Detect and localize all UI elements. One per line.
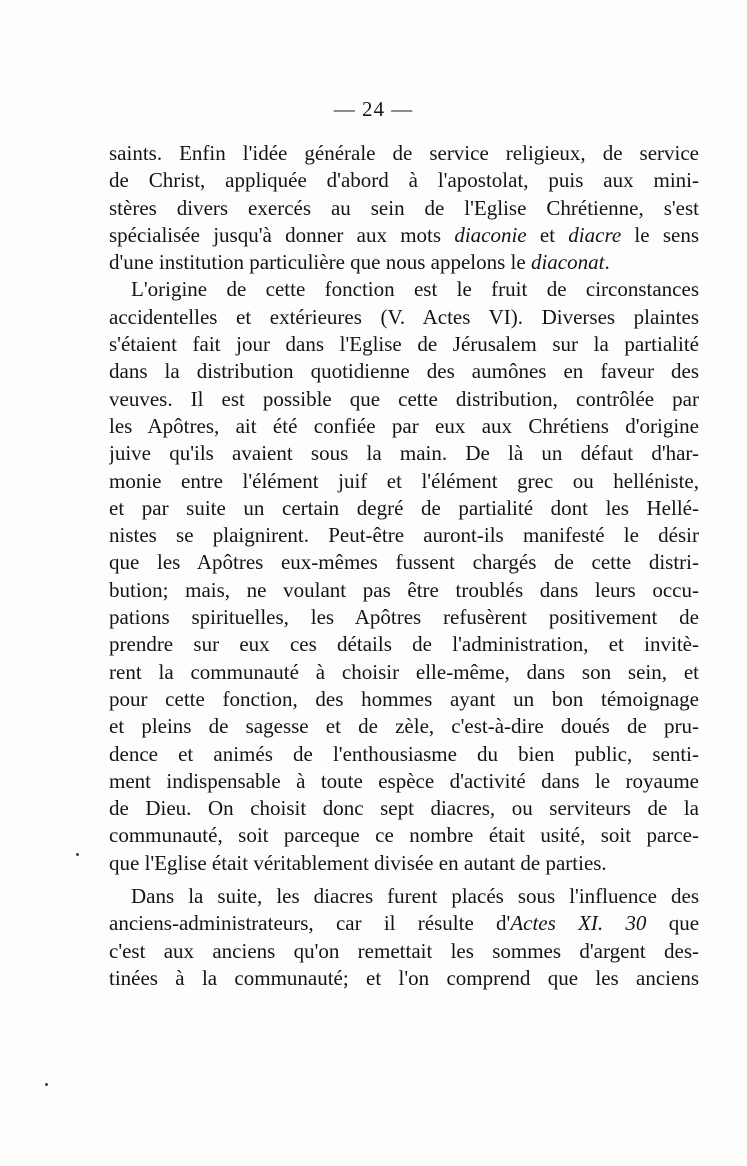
text-line: Dans la suite, les diacres furent placés sous l'influence des (131, 884, 699, 909)
text-line: pour cette fonction, des hommes ayant un bon témoignage (109, 686, 699, 711)
text-line: juive qu'ils avaient sous la main. De là un défaut d'har- (109, 441, 699, 466)
text-run: anciens-administrateurs, car il résulte d' (109, 911, 511, 936)
text-line: nistes se plaignirent. Peut-être auront-ils manifesté le désir (109, 523, 699, 548)
text-line: rent la communauté à choisir elle-même, dans son sein, et (109, 659, 699, 684)
text-line (109, 249, 699, 276)
text-line: bution; mais, ne voulant pas être troublés dans leurs occu- (109, 577, 699, 602)
text-line: et pleins de sagesse et de zèle, c'est-à-dire doués de pru- (109, 714, 699, 739)
text-line: que l'Eglise était véritablement divisée en autant de parties. (109, 850, 607, 875)
italic-term: diacre (568, 222, 622, 247)
text-line: monie entre l'élément juif et l'élément grec ou helléniste, (109, 468, 699, 493)
italic-reference: Actes XI. 30 (510, 911, 647, 936)
text-line: communauté, soit parceque ce nombre était usité, soit parce- (109, 823, 699, 848)
text-line: et par suite un certain degré de partialité dont les Hellé- (109, 495, 699, 520)
text-run: que (646, 911, 699, 936)
text-line: tinées à la communauté; et l'on comprend que les anciens (109, 965, 699, 990)
text-line: que les Apôtres eux-mêmes fussent chargés de cette distri- (109, 550, 699, 575)
text-line: pations spirituelles, les Apôtres refusèrent positivement de (109, 605, 699, 630)
print-speck (45, 1083, 48, 1086)
text-run: et (526, 222, 569, 247)
text-line: ment indispensable à toute espèce d'activité dans le royaume (109, 768, 699, 793)
text-line: les Apôtres, ait été confiée par eux aux Chrétiens d'origine (109, 413, 699, 438)
body-text (109, 140, 699, 992)
text-line: veuves. Il est possible que cette distribution, contrôlée par (109, 386, 699, 411)
text-line: c'est aux anciens qu'on remettait les sommes d'argent des- (109, 938, 699, 963)
text-line (109, 222, 699, 249)
text-line: accidentelles et extérieures (V. Actes VI). Diverses plaintes (109, 304, 699, 329)
text-line: s'étaient fait jour dans l'Eglise de Jérusalem sur la partialité (109, 332, 699, 357)
text-line: dence et animés de l'enthousiasme du bien public, senti- (109, 741, 699, 766)
text-line: de Dieu. On choisit donc sept diacres, ou serviteurs de la (109, 796, 699, 821)
page-number: — 24 — (333, 97, 414, 121)
text-line: dans la distribution quotidienne des aumônes en faveur des (109, 359, 699, 384)
text-run: spécialisée jusqu'à donner aux mots (109, 222, 455, 247)
text-line: prendre sur eux ces détails de l'administration, et invitè- (109, 632, 699, 657)
text-run: le sens (621, 222, 699, 247)
text-line (109, 910, 699, 937)
text-line: saints. Enfin l'idée générale de service religieux, de service (109, 141, 699, 165)
italic-term: diaconat (530, 250, 605, 275)
text-line: stères divers exercés au sein de l'Eglise Chrétienne, s'est (109, 195, 699, 220)
print-speck (76, 853, 79, 856)
text-line: L'origine de cette fonction est le fruit de circonstances (131, 277, 699, 302)
text-line: de Christ, appliquée d'abord à l'apostolat, puis aux mini- (109, 168, 699, 193)
text-run: d'une institution particulière que nous appelons le (109, 250, 531, 275)
text-run: . (604, 250, 610, 275)
italic-term: diaconie (454, 222, 527, 247)
